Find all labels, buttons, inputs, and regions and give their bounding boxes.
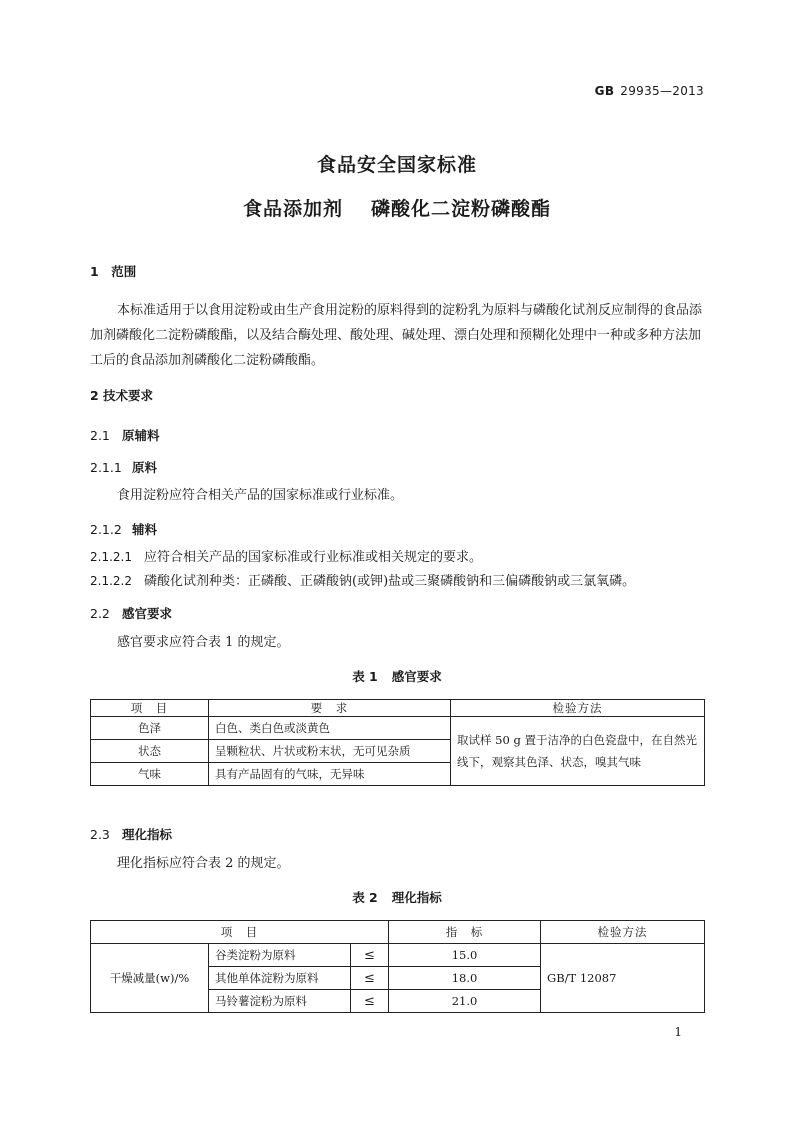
item-2-1-2-2	[90, 570, 704, 593]
table-cell-item: 状态	[91, 740, 209, 763]
table-cell-value: 18.0	[389, 967, 541, 990]
table-row	[91, 717, 705, 740]
table-caption-title: 理化指标	[391, 890, 442, 905]
document-title: 食品安全国家标准	[316, 154, 477, 176]
section-text: 食用淀粉应符合相关产品的国家标准或行业标准。	[117, 488, 404, 503]
section-2-1-1-heading	[90, 458, 157, 476]
section-1-text: 本标准适用于以食用淀粉或由生产食用淀粉的原料得到的淀粉乳为原料与磷酸化试剂反应制得的食品添加剂磷酸化二淀粉磷酸酯，以及结合酶处理、酸处理、碱处理、漂白处理和预糊化处理中一种或多种方法加工后的食品添加剂磷酸化二淀粉磷酸酯。	[90, 303, 703, 368]
table-cell-value: 15.0	[389, 944, 541, 967]
table-cell-subitem: 谷类淀粉为原料	[209, 944, 351, 967]
section-text: 理化指标应符合表 2 的规定。	[117, 856, 290, 871]
item-number: 2.1.2.1	[90, 550, 132, 564]
section-1-body	[90, 298, 704, 373]
table-cell-subitem: 马铃薯淀粉为原料	[209, 990, 351, 1013]
table-cell-value: 21.0	[389, 990, 541, 1013]
section-number: 2.3	[90, 827, 110, 842]
item-text: 磷酸化试剂种类：正磷酸、正磷酸钠(或钾)盐或三聚磷酸钠和三偏磷酸钠或三氯氧磷。	[144, 574, 636, 589]
table-cell-method: GB/T 12087	[541, 944, 705, 1013]
section-text: 感官要求应符合表 1 的规定。	[117, 635, 290, 650]
section-2-2-body	[90, 630, 704, 655]
column-header: 指 标	[389, 921, 541, 944]
section-label: 原料	[132, 460, 158, 475]
table-row	[91, 944, 705, 967]
table-cell-item: 色泽	[91, 717, 209, 740]
section-2-3-heading	[90, 825, 172, 843]
section-label: 原辅料	[122, 428, 160, 443]
table-header-row	[91, 700, 705, 717]
subtitle-product: 磷酸化二淀粉磷酸酯	[371, 198, 552, 220]
sensory-requirements-table	[90, 699, 705, 786]
less-equal-symbol: ≤	[351, 944, 389, 967]
section-1-heading: 1 范围	[90, 264, 137, 279]
table-caption-title: 感官要求	[391, 669, 442, 684]
column-header: 要 求	[209, 700, 451, 717]
section-2-2-heading	[90, 604, 172, 622]
less-equal-symbol: ≤	[351, 990, 389, 1013]
column-header: 项 目	[91, 921, 389, 944]
section-label: 辅料	[132, 522, 158, 537]
standard-code-number: 29935—2013	[620, 84, 704, 98]
table-cell-requirement: 呈颗粒状、片状或粉末状，无可见杂质	[209, 740, 451, 763]
table-caption-number: 表 1	[352, 669, 378, 684]
table-cell-subitem: 其他单体淀粉为原料	[209, 967, 351, 990]
table-2-caption	[0, 888, 794, 906]
table-cell-item: 气味	[91, 763, 209, 786]
item-2-1-2-1	[90, 546, 704, 569]
section-2-3-body	[90, 851, 704, 876]
section-number: 2.1.1	[90, 460, 122, 475]
table-cell-requirement: 白色、类白色或淡黄色	[209, 717, 451, 740]
document-subtitle	[0, 194, 794, 221]
page-number: 1	[674, 1025, 682, 1039]
section-2-1-2-heading	[90, 520, 157, 538]
section-number: 2.1	[90, 428, 110, 443]
section-2-1-heading	[90, 426, 160, 444]
subtitle-category: 食品添加剂	[242, 198, 343, 220]
section-2-1-1-body	[90, 483, 704, 508]
column-header: 项 目	[91, 700, 209, 717]
table-cell-method: 取试样 50 g 置于洁净的白色瓷盘中，在自然光线下，观察其色泽、状态，嗅其气味	[451, 717, 705, 786]
column-header: 检验方法	[541, 921, 705, 944]
table-cell-requirement: 具有产品固有的气味，无异味	[209, 763, 451, 786]
section-label: 理化指标	[122, 827, 173, 842]
standard-code	[595, 84, 704, 98]
item-number: 2.1.2.2	[90, 574, 132, 588]
table-1-caption	[0, 667, 794, 685]
section-2-heading: 2 技术要求	[90, 388, 154, 403]
item-text: 应符合相关产品的国家标准或行业标准或相关规定的要求。	[144, 550, 483, 565]
table-caption-number: 表 2	[352, 890, 378, 905]
section-number: 2.2	[90, 606, 110, 621]
standard-code-prefix: GB	[594, 84, 615, 98]
less-equal-symbol: ≤	[351, 967, 389, 990]
table-cell-group: 干燥减量(w)/%	[91, 944, 209, 1013]
column-header: 检验方法	[451, 700, 705, 717]
section-label: 感官要求	[122, 606, 173, 621]
physicochemical-indicators-table	[90, 920, 705, 1013]
section-number: 2.1.2	[90, 522, 122, 537]
table-header-row	[91, 921, 705, 944]
